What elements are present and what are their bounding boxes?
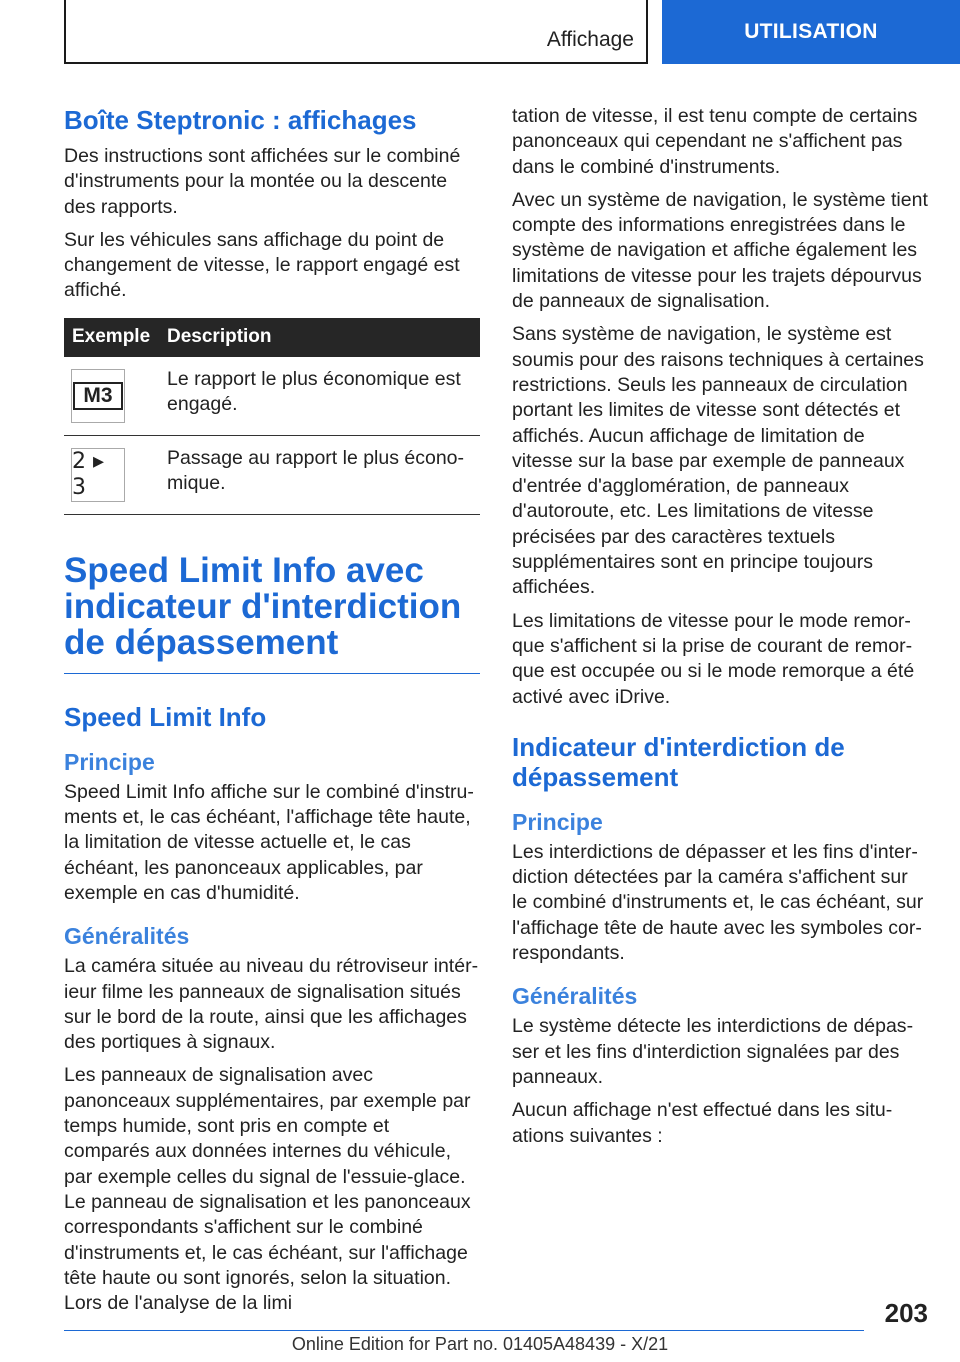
paragraph: Les interdictions de dépasser et les fins d'interdiction détectées par la caméra s'affichent sur le combiné d'instruments et, le cas échéant, sur l'affichage tête de haute avec les symboles correspondants. [512, 840, 924, 965]
paragraph: Des instructions sont affichées sur le combiné d'instruments pour la montée ou la descente des rapports. [64, 145, 461, 218]
footer-divider [64, 1330, 864, 1331]
page-number: 203 [884, 1298, 928, 1328]
upshift-2-to-3-icon: 2 ▸ 3 [71, 448, 125, 502]
paragraph: Aucun affichage n'est effectué dans les situations suivantes : [512, 1099, 893, 1147]
footer-edition: Online Edition for Part no. 01405A48439 - X/21 [291, 1334, 669, 1354]
subheading-principe: Principe [512, 808, 603, 835]
table-header-description: Description [153, 318, 480, 357]
paragraph: Speed Limit Info affiche sur le combiné d'instruments et, le cas échéant, l'affichage tête haute, la limitation de vitesse actuelle et, le cas échéant, les panonceaux applicables, par exemple en cas d'humidité. [64, 780, 474, 904]
gear-m3-display-icon: M3 [71, 369, 125, 423]
paragraph: Sur les véhicules sans affichage du point de changement de vitesse, le rapport engagé est affiché. [64, 228, 460, 302]
paragraph: Les panneaux de signalisation avec panonceaux supplémentaires, par exemple par temps humide, sont pris en compte et comparés aux données internes du véhicule, par exemple celles du signal de l'essuie-glace. Le panneau de signalisation et les panonceaux correspondants s'affichent sur le combiné d'instruments et, le cas échéant, sur l'affichage tête haute ou sont ignorés, selon la situation. Lors de l'analyse de la limi [64, 1064, 471, 1315]
table-header-example: Exemple [64, 318, 153, 357]
section-title-speed-limit-info: Speed Limit Info [64, 701, 267, 732]
paragraph: Les limitations de vitesse pour le mode remorque s'affichent si la prise de courant de remorque est occupée ou si le mode remorque a été activé avec iDrive. [512, 609, 915, 708]
paragraph: Le système détecte les interdictions de dépasser et les fins d'interdiction signalées par des panneaux. [512, 1015, 914, 1088]
table-row [64, 357, 480, 436]
right-column [512, 104, 928, 1157]
left-column [64, 100, 480, 1324]
header-section: Affichage [546, 28, 634, 51]
paragraph: Sans système de navigation, le système est soumis pour des raisons techniques à certaines restrictions. Seuls les panneaux de circulation portant les limites de vitesse sont détectés et affichés. Aucun affichage de limitation de vitesse sur la base par exemple de panneaux d'entrée d'agglomération, de panneaux d'autoroute, etc. Les limitations de vitesse précisées par des caractères textuels supplémentaires sont en principe toujours affichées. [512, 323, 924, 599]
paragraph: Avec un système de navigation, le système tient compte des informations enregistrées dans le système de navigation et affiche également les limitations de vitesse pour les trajets dépourvus de panneaux de signalisation. [512, 188, 928, 313]
table-row [64, 435, 480, 514]
table-cell-description: Le rapport le plus économique est engagé. [153, 357, 480, 436]
header-chapter-tab[interactable]: UTILISATION [662, 0, 960, 64]
paragraph: La caméra située au niveau du rétroviseur intérieur filme les panneaux de signalisation situés sur le bord de la route, ainsi que les affichages des portiques à signaux. [64, 955, 479, 1054]
chapter-title-speed-limit: Speed Limit Info avec indicateur d'interdiction de dépassement [64, 553, 480, 674]
section-title-overtaking: Indicateur d'interdiction de dépassement [512, 731, 845, 792]
subheading-generalites: Généralités [64, 923, 190, 950]
subheading-generalites: Généralités [512, 983, 638, 1010]
paragraph: tation de vitesse, il est tenu compte de certains panonceaux qui cependant ne s'affichent pas dans le combiné d'instruments. [512, 105, 918, 178]
section-title-steptronic: Boîte Steptronic : affichages [64, 105, 417, 135]
table-cell-description: Passage au rapport le plus économique. [153, 435, 480, 514]
example-table [64, 318, 480, 515]
subheading-principe: Principe [64, 748, 155, 775]
